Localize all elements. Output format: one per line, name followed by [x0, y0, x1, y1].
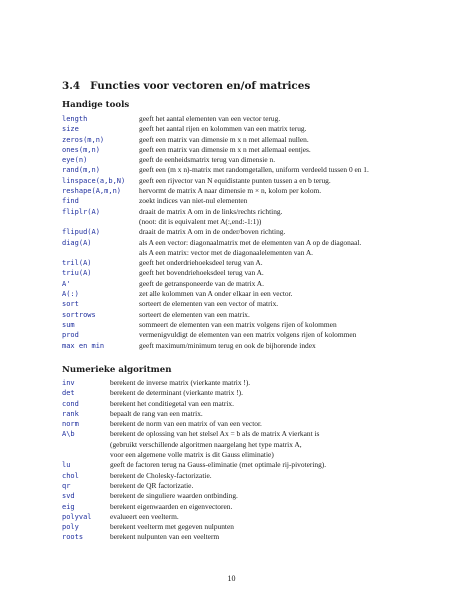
command-name: qr — [62, 481, 71, 490]
list-item — [62, 502, 422, 512]
command-name: svd — [62, 492, 75, 501]
command-description: vermenigvuldigt de elementen van een matrix volgens rijen of kolommen — [139, 330, 357, 340]
list-item — [62, 409, 422, 419]
command-description: geeft een (m x n)-matrix met randomgetallen, uniform verdeeld tussen 0 en 1. — [139, 165, 369, 175]
command-name: eye(n) — [62, 156, 88, 165]
list-item — [62, 227, 422, 237]
list-item — [62, 460, 422, 470]
tools-heading: Handige tools — [62, 100, 130, 110]
list-item — [62, 388, 422, 398]
list-item — [62, 378, 422, 388]
list-item — [62, 440, 422, 450]
list-item — [62, 522, 422, 532]
list-item — [62, 419, 422, 429]
list-item — [62, 491, 422, 501]
command-description: (noot: dit is equivalent met A(:,end:-1:1)) — [139, 216, 262, 226]
command-description: geeft het aantal rijen en kolommen van een matrix terug. — [139, 124, 307, 134]
command-description: sorteert de elementen van een matrix. — [139, 309, 250, 319]
command-name: fliplr(A) — [62, 207, 100, 216]
command-description: berekent veelterm met gegeven nulpunten — [110, 522, 234, 532]
list-item — [62, 207, 422, 217]
command-description: evalueert een veelterm. — [110, 511, 179, 521]
command-description: geeft maximum/minimum terug en ook de bijhorende index — [139, 340, 316, 350]
command-description: berekent de norm van een matrix of van een vector. — [110, 419, 262, 429]
algorithms-list — [62, 378, 422, 543]
list-item — [62, 145, 422, 155]
command-description: als A een vector: diagonaalmatrix met de elementen van A op de diagonaal. — [139, 237, 362, 247]
list-item — [62, 238, 422, 248]
command-description: berekent de QR factorizatie. — [110, 480, 194, 490]
command-description: geeft het aantal elementen van een vector terug. — [139, 114, 281, 123]
command-description: (gebruikt verschillende algoritmen naargelang het type matrix A, — [110, 439, 302, 449]
command-description: geeft de getransponeerde van de matrix A. — [139, 278, 264, 288]
list-item — [62, 196, 422, 206]
list-item — [62, 176, 422, 186]
list-item — [62, 481, 422, 491]
command-description: berekent eigenwaarden en eigenvectoren. — [110, 501, 233, 511]
list-item — [62, 186, 422, 196]
list-item — [62, 268, 422, 278]
command-description: berekent de determinant (vierkante matrix !). — [110, 388, 243, 398]
list-item — [62, 114, 422, 124]
command-description: geeft de factoren terug na Gauss-eliminatie (met optimale rij-pivotering). — [110, 460, 327, 470]
command-name: triu(A) — [62, 269, 92, 278]
command-name: zeros(m,n) — [62, 135, 105, 144]
list-item — [62, 289, 422, 299]
command-name: inv — [62, 379, 75, 387]
command-description: geeft het bovendriehoeksdeel terug van A. — [139, 268, 264, 278]
command-name: poly — [62, 523, 79, 532]
command-name: flipud(A) — [62, 228, 100, 237]
command-name: sortrows — [62, 310, 96, 319]
command-description: bepaalt de rang van een matrix. — [110, 408, 203, 418]
section-title-text: Functies voor vectoren en/of matrices — [90, 80, 311, 92]
command-description: geeft een rijvector van N equidistante punten tussen a en b terug. — [139, 175, 331, 185]
command-description: geeft een matrix van dimensie m x n met allemaal nullen. — [139, 134, 309, 144]
command-description: draait de matrix A om in de links/rechts richting. — [139, 206, 283, 216]
list-item — [62, 135, 422, 145]
command-name: tril(A) — [62, 259, 92, 268]
list-item — [62, 330, 422, 340]
list-item — [62, 155, 422, 165]
command-description: berekent de inverse matrix (vierkante matrix !). — [110, 378, 251, 387]
command-name: size — [62, 125, 79, 134]
command-name: polyval — [62, 512, 92, 521]
page-number: 10 — [227, 574, 236, 583]
command-description: voor een algemene volle matrix is dit Gauss eliminatie) — [110, 450, 274, 460]
command-description: berekent de Cholesky-factorizatie. — [110, 470, 212, 480]
command-name: lu — [62, 461, 71, 470]
list-item — [62, 341, 422, 351]
list-item — [62, 320, 422, 330]
command-description: sommeert de elementen van een matrix volgens rijen of kolommen — [139, 319, 337, 329]
command-description: zoekt indices van niet-nul elementen — [139, 196, 248, 206]
command-name: sort — [62, 300, 79, 309]
command-name: max en min — [62, 341, 105, 350]
command-description: geeft de eenheidsmatrix terug van dimensie n. — [139, 155, 276, 165]
list-item — [62, 429, 422, 439]
command-name: A\b — [62, 430, 75, 439]
command-name: rand(m,n) — [62, 166, 100, 175]
list-item — [62, 310, 422, 320]
list-item — [62, 279, 422, 289]
command-description: draait de matrix A om in de onder/boven richting. — [139, 227, 286, 237]
command-name: linspace(a,b,N) — [62, 176, 126, 185]
command-description: sorteert de elementen van een vector of matrix. — [139, 299, 279, 309]
command-name: cond — [62, 399, 79, 408]
command-name: A' — [62, 279, 71, 288]
section-title — [62, 80, 310, 92]
command-name: chol — [62, 471, 79, 480]
list-item — [62, 532, 422, 542]
list-item — [62, 248, 422, 258]
list-item — [62, 258, 422, 268]
command-name: ones(m,n) — [62, 145, 100, 154]
command-description: berekent nulpunten van een veelterm — [110, 532, 220, 542]
command-name: find — [62, 197, 79, 206]
command-description: als A een matrix: vector met de diagonaalelementen van A. — [139, 247, 314, 257]
tools-list — [62, 114, 422, 351]
list-item — [62, 512, 422, 522]
list-item — [62, 165, 422, 175]
command-name: rank — [62, 409, 79, 418]
command-name: norm — [62, 420, 79, 429]
list-item — [62, 299, 422, 309]
command-name: length — [62, 115, 88, 123]
command-name: reshape(A,m,n) — [62, 187, 122, 196]
command-description: berekent de oplossing van het stelsel Ax = b als de matrix A vierkant is — [110, 429, 320, 439]
list-item — [62, 217, 422, 227]
command-description: berekent het conditiegetal van een matrix. — [110, 398, 234, 408]
command-description: berekent de singuliere waarden ontbinding. — [110, 491, 238, 501]
command-description: geeft het onderdriehoeksdeel terug van A. — [139, 258, 263, 268]
command-name: eig — [62, 502, 75, 511]
command-description: zet alle kolommen van A onder elkaar in een vector. — [139, 289, 293, 299]
command-name: roots — [62, 533, 84, 542]
command-name: det — [62, 389, 75, 398]
section-number: 3.4 — [62, 80, 81, 92]
command-name: sum — [62, 320, 75, 329]
list-item — [62, 471, 422, 481]
command-name: diag(A) — [62, 238, 92, 247]
list-item — [62, 450, 422, 460]
list-item — [62, 124, 422, 134]
command-name: A(:) — [62, 290, 79, 299]
command-description: geeft een matrix van dimensie m x n met allemaal eentjes. — [139, 144, 311, 154]
command-description: hervormt de matrix A naar dimensie m × n, kolom per kolom. — [139, 186, 322, 196]
list-item — [62, 399, 422, 409]
command-name: prod — [62, 331, 79, 340]
algorithms-heading: Numerieke algoritmen — [62, 365, 172, 375]
